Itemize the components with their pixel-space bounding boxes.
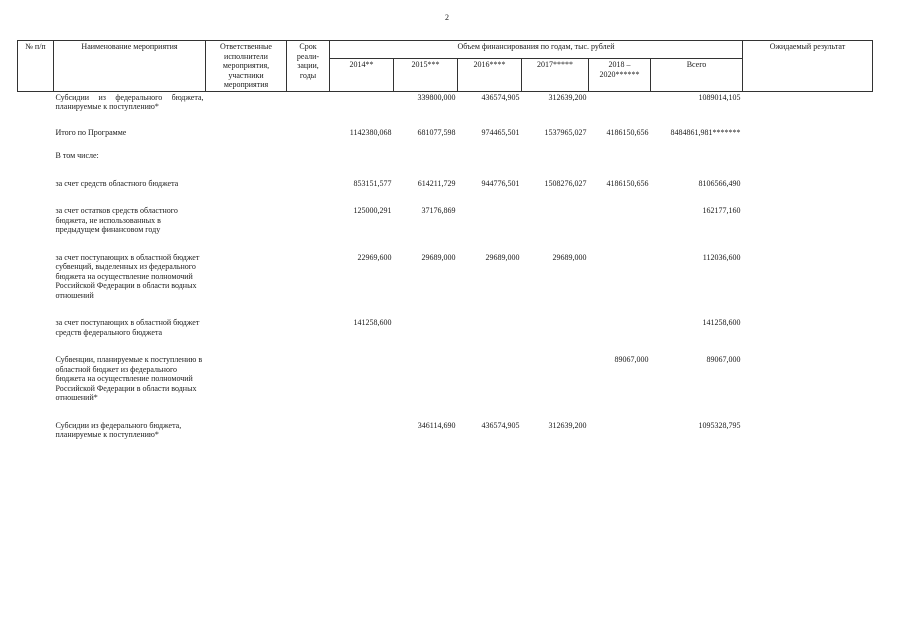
row-term bbox=[287, 252, 330, 302]
row-responsible bbox=[206, 252, 287, 302]
row-v2018 bbox=[589, 420, 651, 441]
row-result bbox=[743, 252, 873, 302]
row-total: 89067,000 bbox=[706, 355, 741, 364]
table-row bbox=[18, 127, 873, 139]
header-total: Всего bbox=[651, 59, 743, 91]
row-v2016: 436574,905 bbox=[481, 420, 520, 430]
row-num bbox=[18, 178, 54, 190]
row-v2018 bbox=[589, 252, 651, 302]
row-responsible bbox=[206, 420, 287, 441]
row-result bbox=[743, 420, 873, 441]
row-responsible bbox=[206, 127, 287, 139]
header-year-2018-2020: 2018 – 2020****** bbox=[589, 59, 651, 91]
row-v2014: 125000,291 bbox=[353, 206, 392, 215]
row-v2015 bbox=[394, 317, 458, 338]
row-num bbox=[18, 317, 54, 338]
row-responsible bbox=[206, 317, 287, 338]
row-result bbox=[743, 150, 873, 162]
header-year-2015: 2015*** bbox=[394, 59, 458, 91]
row-v2018: 89067,000 bbox=[614, 355, 649, 364]
header-num: № п/п bbox=[18, 41, 54, 92]
row-total: 1089014,105 bbox=[698, 92, 741, 102]
header-year-2017: 2017***** bbox=[522, 59, 589, 91]
spacer-row bbox=[18, 162, 873, 178]
row-v2018 bbox=[589, 150, 651, 162]
row-term bbox=[287, 91, 330, 113]
row-name: Субвенции, планируемые к поступлению в областной бюджет из федерального бюджета на осуществление полномочий Российской Федерации в области водных отношений* bbox=[55, 355, 203, 402]
row-v2016 bbox=[458, 354, 522, 404]
row-v2014: 853151,577 bbox=[353, 178, 392, 188]
row-v2016: 944776,501 bbox=[481, 178, 520, 188]
row-num bbox=[18, 420, 54, 441]
spacer-row bbox=[18, 113, 873, 127]
row-v2017 bbox=[522, 205, 589, 236]
row-responsible bbox=[206, 178, 287, 190]
header-name: Наименование мероприятия bbox=[54, 41, 206, 92]
row-term bbox=[287, 127, 330, 139]
spacer-row bbox=[18, 338, 873, 354]
row-v2017: 1537965,027 bbox=[544, 127, 587, 137]
row-v2017: 1508276,027 bbox=[544, 178, 587, 188]
row-name: за счет поступающих в областной бюджет средств федерального бюджета bbox=[55, 318, 200, 337]
row-responsible bbox=[206, 205, 287, 236]
header-responsible: Ответственные исполнители мероприятия, участники мероприятия bbox=[206, 41, 287, 92]
spacer-row bbox=[18, 236, 873, 252]
row-result bbox=[743, 127, 873, 139]
row-v2015: 681077,598 bbox=[417, 127, 456, 137]
row-v2015: 29689,000 bbox=[421, 252, 456, 262]
row-responsible bbox=[206, 150, 287, 162]
spacer-row bbox=[18, 189, 873, 205]
row-term bbox=[287, 354, 330, 404]
row-result bbox=[743, 317, 873, 338]
row-num bbox=[18, 127, 54, 139]
row-v2017 bbox=[522, 354, 589, 404]
row-v2018 bbox=[589, 317, 651, 338]
row-v2016: 436574,905 bbox=[481, 92, 520, 102]
row-v2014: 22969,600 bbox=[357, 252, 392, 262]
table-row bbox=[18, 150, 873, 162]
row-total: 141258,600 bbox=[702, 318, 741, 327]
table-row bbox=[18, 354, 873, 404]
row-v2015 bbox=[394, 150, 458, 162]
row-name: В том числе: bbox=[55, 151, 99, 160]
row-term bbox=[287, 317, 330, 338]
row-v2017: 312639,200 bbox=[548, 420, 587, 430]
row-v2016 bbox=[458, 150, 522, 162]
row-v2016 bbox=[458, 317, 522, 338]
row-total: 112036,600 bbox=[702, 252, 741, 262]
row-v2014: 1142380,068 bbox=[349, 127, 392, 137]
row-v2016 bbox=[458, 205, 522, 236]
row-num bbox=[18, 252, 54, 302]
row-v2014 bbox=[330, 150, 394, 162]
row-name: за счет средств областного бюджета bbox=[55, 178, 179, 188]
row-responsible bbox=[206, 91, 287, 113]
row-v2018: 4186150,656 bbox=[606, 127, 649, 137]
row-result bbox=[743, 178, 873, 190]
row-result bbox=[743, 354, 873, 404]
header-result: Ожидаемый результат bbox=[743, 41, 873, 92]
row-name: Итого по Программе bbox=[55, 127, 127, 137]
row-v2016: 974465,501 bbox=[481, 127, 520, 137]
financing-table bbox=[17, 40, 873, 441]
row-total: 162177,160 bbox=[702, 206, 741, 215]
table-row bbox=[18, 91, 873, 113]
row-total: 8484861,981******* bbox=[670, 127, 741, 137]
header-row bbox=[18, 41, 873, 59]
row-num bbox=[18, 150, 54, 162]
spacer-row bbox=[18, 404, 873, 420]
row-total bbox=[651, 150, 743, 162]
spacer-row bbox=[18, 301, 873, 317]
row-v2018 bbox=[589, 205, 651, 236]
row-v2016: 29689,000 bbox=[485, 252, 520, 262]
table-row bbox=[18, 252, 873, 302]
row-total: 8106566,490 bbox=[698, 178, 741, 188]
row-v2014 bbox=[330, 420, 394, 441]
row-num bbox=[18, 354, 54, 404]
row-v2015 bbox=[394, 354, 458, 404]
row-result bbox=[743, 205, 873, 236]
row-name: Субсидии из федерального бюджета, планируемые к поступлению* bbox=[55, 420, 182, 439]
row-name: Субсидии из федерального бюджета, планируемые к поступлению* bbox=[55, 92, 204, 111]
table-row bbox=[18, 317, 873, 338]
row-num bbox=[18, 205, 54, 236]
table-row bbox=[18, 178, 873, 190]
row-term bbox=[287, 178, 330, 190]
table-row bbox=[18, 420, 873, 441]
spacer-row bbox=[18, 138, 873, 150]
header-finance: Объем финансирования по годам, тыс. рублей bbox=[330, 41, 743, 59]
row-v2015: 346114,690 bbox=[417, 420, 456, 430]
row-term bbox=[287, 205, 330, 236]
row-v2015: 614211,729 bbox=[417, 178, 456, 188]
row-v2015: 37176,869 bbox=[421, 206, 456, 215]
row-v2014 bbox=[330, 354, 394, 404]
row-term bbox=[287, 420, 330, 441]
row-v2018 bbox=[589, 91, 651, 113]
row-v2015: 339800,000 bbox=[417, 92, 456, 102]
page-number: 2 bbox=[445, 13, 449, 22]
row-num bbox=[18, 91, 54, 113]
row-v2018: 4186150,656 bbox=[606, 178, 649, 188]
row-v2017: 29689,000 bbox=[552, 252, 587, 262]
table-body bbox=[18, 91, 873, 441]
row-v2017: 312639,200 bbox=[548, 92, 587, 102]
row-total: 1095328,795 bbox=[698, 420, 741, 430]
row-v2014: 141258,600 bbox=[353, 318, 392, 327]
row-result bbox=[743, 91, 873, 113]
header-year-2016: 2016**** bbox=[458, 59, 522, 91]
row-name: за счет остатков средств областного бюджета, не использованных в предыдущем финансовом году bbox=[55, 206, 178, 234]
row-v2014 bbox=[330, 91, 394, 113]
row-v2017 bbox=[522, 150, 589, 162]
row-v2017 bbox=[522, 317, 589, 338]
row-responsible bbox=[206, 354, 287, 404]
header-term: Срок реали-зации, годы bbox=[287, 41, 330, 92]
row-term bbox=[287, 150, 330, 162]
table-row bbox=[18, 205, 873, 236]
header-year-2014: 2014** bbox=[330, 59, 394, 91]
row-name: за счет поступающих в областной бюджет субвенций, выделенных из федерального бюджета на осуществление полномочий Российской Федерации в области водных отношений bbox=[55, 252, 200, 300]
